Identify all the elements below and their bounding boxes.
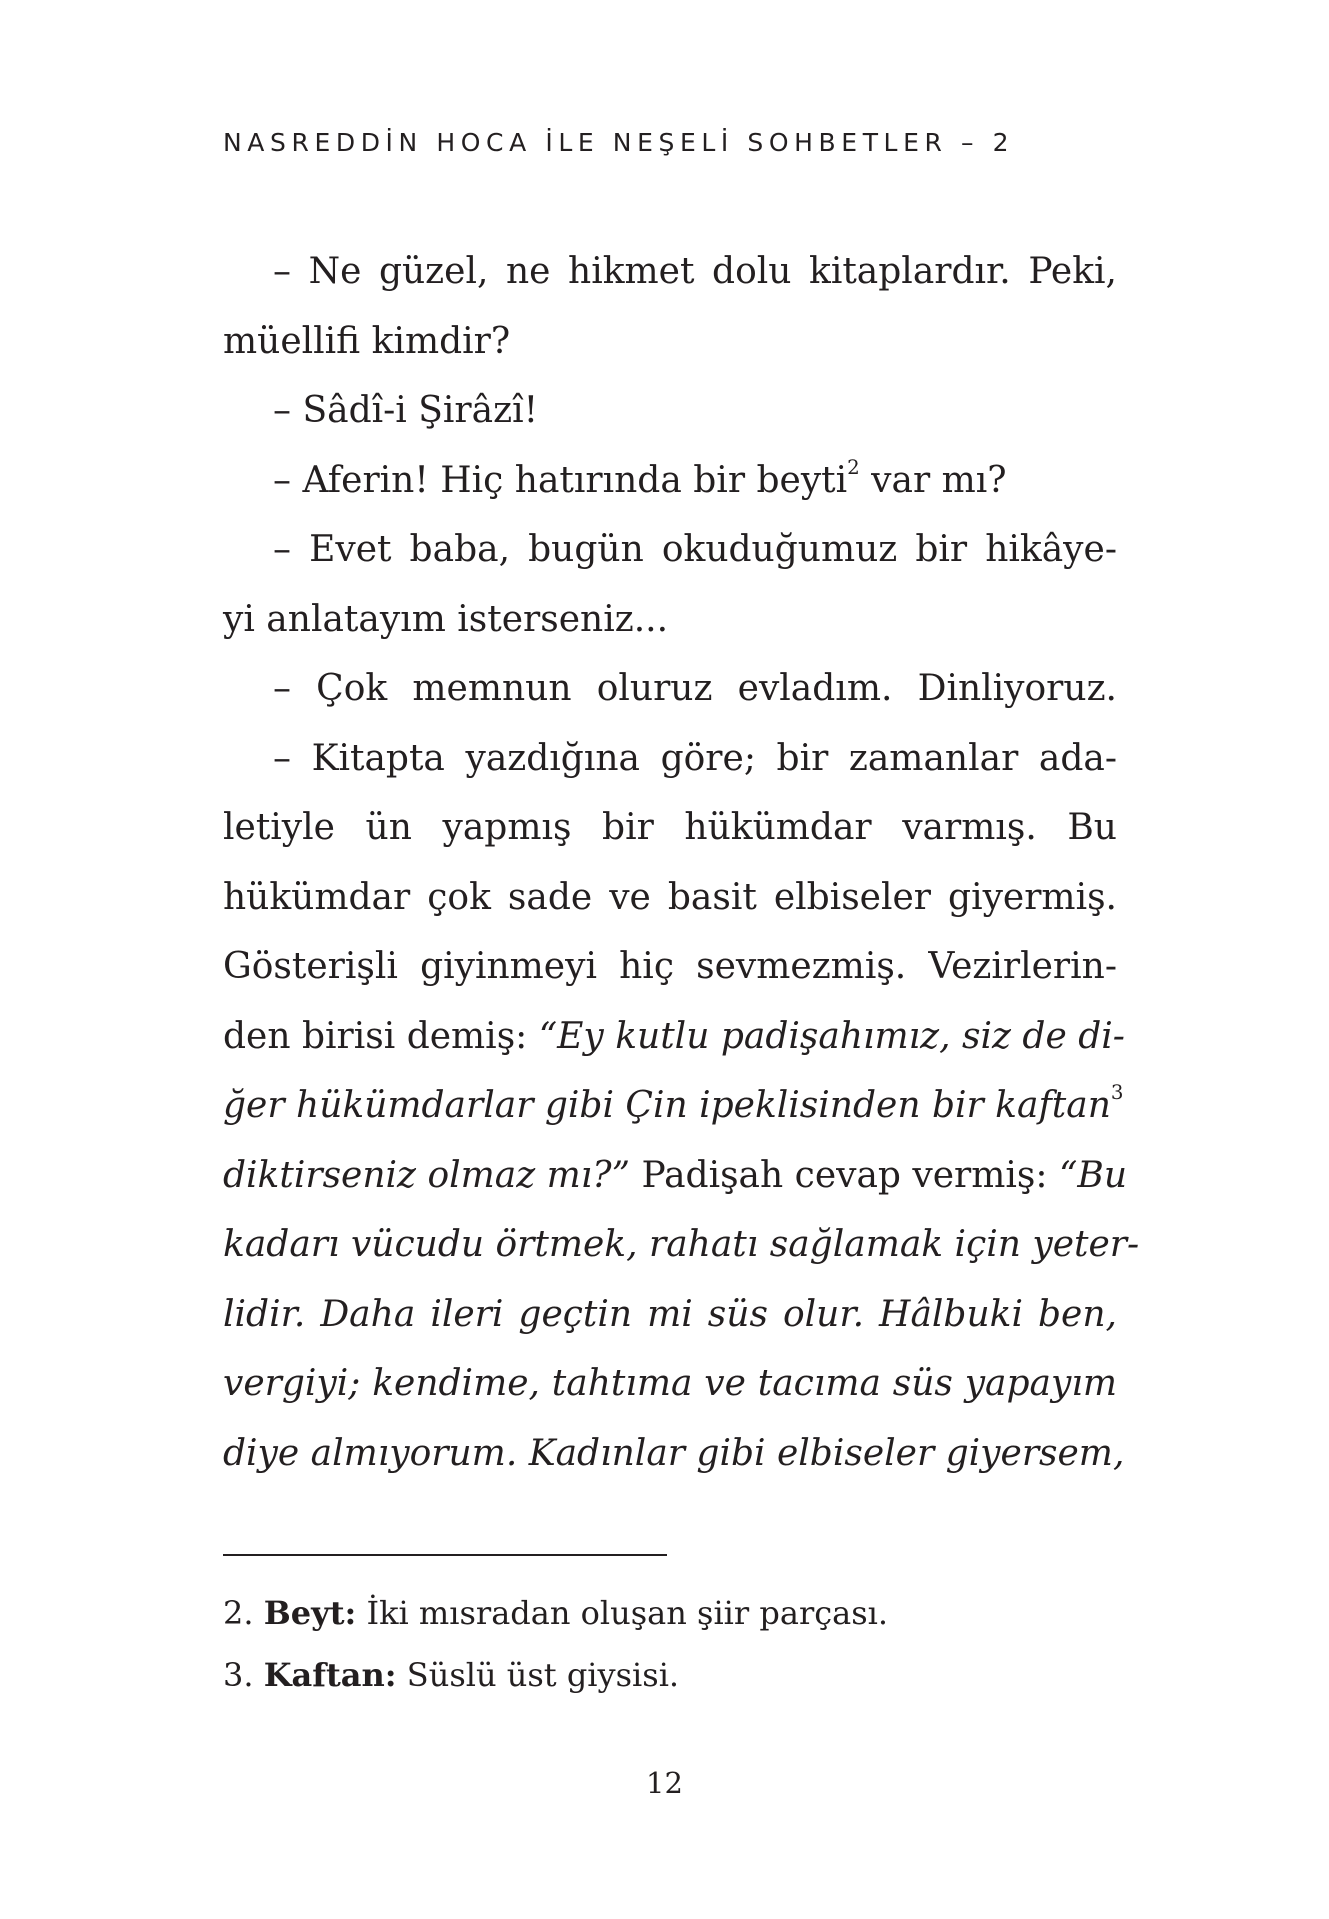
footnote-ref-3: 3	[1110, 1081, 1124, 1105]
footnote-ref-2: 2	[847, 455, 860, 479]
text-segment: var mı?	[859, 459, 1007, 501]
text-segment: – Aferin! Hiç hatırında bir beyti	[273, 459, 848, 501]
text-line: – Evet baba, bugün okuduğumuz bir hikâye-	[273, 529, 1117, 570]
italic-quote: “Ey kutlu padişahımız, siz de di-	[538, 1015, 1125, 1057]
text-line	[223, 1141, 1128, 1211]
text-line: – Ne güzel, ne hikmet dolu kitaplardır. Peki,	[273, 251, 1117, 292]
text-line: letiyle ün yapmış bir hükümdar varmış. Bu	[223, 807, 1117, 848]
footnote-number: 2.	[223, 1594, 264, 1632]
footnote-2	[223, 1582, 888, 1644]
footnote-divider	[223, 1554, 667, 1556]
italic-quote: “Bu	[1058, 1154, 1128, 1196]
text-segment: den birisi demiş:	[223, 1015, 539, 1057]
italic-quote: ğer hükümdarlar gibi Çin ipeklisinden bir kaftan	[223, 1085, 1111, 1126]
footnote-term: Kaftan:	[263, 1656, 397, 1694]
footnote-3	[223, 1644, 888, 1706]
italic-quote: kadarı vücudu örtmek, rahatı sağlamak için yeter-	[223, 1224, 1140, 1265]
footnote-text: Süslü üst giysisi.	[396, 1656, 680, 1694]
text-line: müellifi kimdir?	[223, 320, 511, 362]
text-line	[223, 1349, 1117, 1419]
body-text	[223, 237, 1140, 1488]
footnotes	[223, 1582, 888, 1706]
footnote-term: Beyt:	[263, 1594, 357, 1632]
text-line	[223, 1002, 1125, 1072]
text-segment: Padişah cevap vermiş:	[630, 1154, 1059, 1196]
text-line: Gösterişli giyinmeyi hiç sevmezmiş. Vezirlerin-	[223, 946, 1117, 987]
text-line	[223, 1280, 1117, 1350]
italic-quote: vergiyi; kendime, tahtıma ve tacıma süs yapayım	[223, 1363, 1117, 1404]
text-line: hükümdar çok sade ve basit elbiseler giyermiş.	[223, 876, 1117, 918]
text-line	[223, 1419, 1125, 1489]
text-line: – Çok memnun oluruz evladım. Dinliyoruz.	[273, 668, 1117, 709]
footnote-number: 3.	[223, 1656, 264, 1694]
text-line: – Sâdî-i Şirâzî!	[273, 390, 539, 431]
text-line: yi anlatayım isterseniz...	[223, 598, 669, 640]
italic-quote: diye almıyorum. Kadınlar gibi elbiseler giyersem,	[223, 1432, 1125, 1474]
italic-quote: diktirseniz olmaz mı?”	[223, 1154, 631, 1196]
text-line	[223, 446, 1117, 516]
italic-quote: lidir. Daha ileri geçtin mi süs olur. Hâlbuki ben,	[223, 1293, 1117, 1335]
footnote-text: İki mısradan oluşan şiir parçası.	[356, 1594, 889, 1632]
page-number: 12	[646, 1766, 683, 1800]
text-line: – Kitapta yazdığına göre; bir zamanlar ada-	[273, 737, 1117, 779]
text-line	[223, 1071, 1124, 1141]
running-header: NASREDDİN HOCA İLE NEŞELİ SOHBETLER – 2	[223, 128, 1015, 157]
text-line	[223, 1210, 1140, 1280]
